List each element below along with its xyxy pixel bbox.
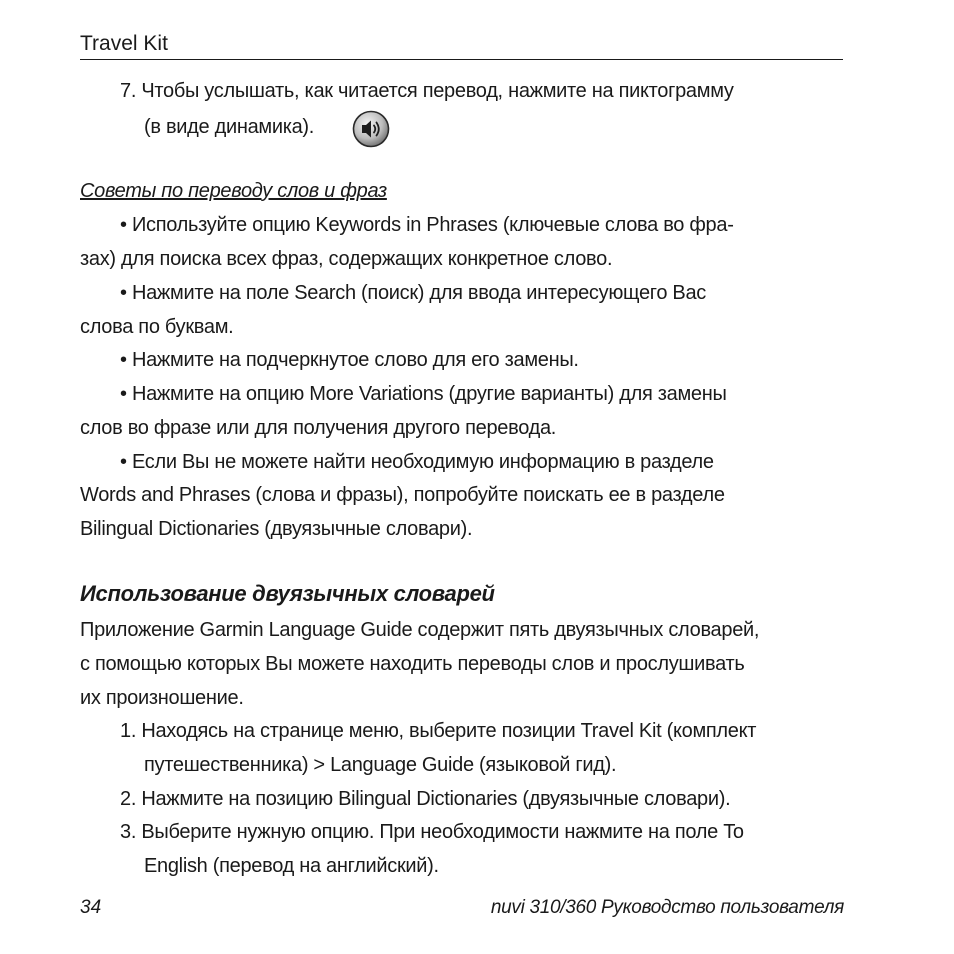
step-7-line-2: (в виде динамика). [144, 116, 315, 138]
intro-line: их произношение. [80, 687, 244, 709]
tips-heading: Советы по переводу слов и фраз [80, 180, 387, 202]
page-number: 34 [80, 897, 102, 918]
tip-line: слова по буквам. [80, 316, 234, 338]
step-line: путешественника) > Language Guide (языковой гид). [144, 754, 617, 776]
step-7-line-1: 7. Чтобы услышать, как читается перевод, нажмите на пиктограмму [120, 80, 734, 102]
intro-line: Приложение Garmin Language Guide содержит пять двуязычных словарей, [80, 619, 760, 641]
step-line: 1. Находясь на странице меню, выберите позиции Travel Kit (комплект [120, 720, 757, 742]
intro-line: с помощью которых Вы можете находить переводы слов и прослушивать [80, 653, 745, 675]
manual-title: nuvi 310/360 Руководство пользователя [490, 897, 844, 918]
tip-line: • Используйте опцию Keywords in Phrases (ключевые слова во фра- [120, 214, 734, 236]
header-title: Travel Kit [80, 32, 168, 55]
tip-line: • Нажмите на подчеркнутое слово для его замены. [120, 349, 579, 371]
speaker-icon [352, 110, 390, 148]
section-heading: Использование двуязычных словарей [80, 581, 495, 606]
step-line: 2. Нажмите на позицию Bilingual Dictionaries (двуязычные словари). [120, 788, 731, 810]
tip-line: Bilingual Dictionaries (двуязычные словари). [80, 518, 473, 540]
tip-line: • Нажмите на поле Search (поиск) для ввода интересующего Вас [120, 282, 706, 304]
header-divider [80, 59, 843, 60]
tip-line: Words and Phrases (слова и фразы), попробуйте поискать ее в разделе [80, 484, 725, 506]
tip-line: • Если Вы не можете найти необходимую информацию в разделе [120, 451, 714, 473]
step-line: 3. Выберите нужную опцию. При необходимости нажмите на поле To [120, 821, 744, 843]
tip-line: слов во фразе или для получения другого перевода. [80, 417, 557, 439]
step-line: English (перевод на английский). [144, 855, 439, 877]
tip-line: зах) для поиска всех фраз, содержащих конкретное слово. [80, 248, 613, 270]
tip-line: • Нажмите на опцию More Variations (другие варианты) для замены [120, 383, 727, 405]
